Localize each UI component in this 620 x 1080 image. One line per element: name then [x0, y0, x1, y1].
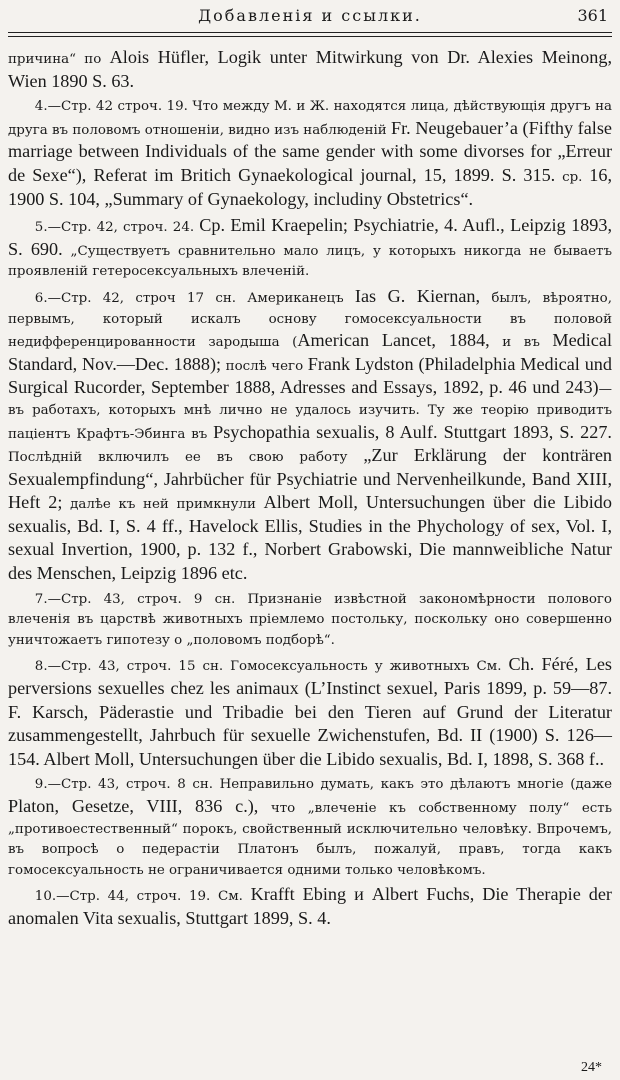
russian-text: причина“ по	[8, 52, 110, 67]
page-body	[8, 47, 612, 932]
note-paragraph	[8, 884, 612, 931]
running-title: Добавленія и ссылки.	[198, 6, 422, 25]
note-paragraph	[8, 654, 612, 772]
note-paragraph	[8, 97, 612, 212]
note-paragraph	[8, 590, 612, 652]
russian-text: —въ работахъ, которыхъ мнѣ лично не удалось изучить. Ту же теорію приводитъ паціентъ Крафтъ-Эбинга въ	[8, 382, 612, 442]
latin-citation: Platon, Gesetze, VIII, 836 c.),	[8, 796, 259, 816]
header-rule	[8, 32, 612, 33]
latin-citation: „Zur Erklärung der konträren Sexualempfindung“, Jahrbücher für Psychiatrie und Nervenheilkunde, Band XIII, Heft 2;	[8, 445, 612, 513]
latin-citation: Fr. Neugebauer’a (Fifthy false marriage between Individuals of the same gender with some divorses for „Erreur de Sexe“), Referat im Britich Gynaekological journal, 15, 1899. S. 315.	[8, 117, 612, 185]
russian-text: послѣ чего	[221, 358, 308, 374]
latin-citation: 16, 1900 S. 104, „Summary of Gynaekology, includiny Obstetrics“.	[8, 164, 613, 209]
russian-text: 6.—Стр. 42, строч 17 сн. Американецъ	[34, 290, 355, 306]
latin-citation: Ch. Féré, Les perversions sexuelles chez les animaux (L’Instinct sexuel, Paris 1899, p. 59—87. F. Karsch, Päderastie und Tribadie bei den Tieren auf Grund der Literatur zusammengestellt, Jahrbuch für sexuelle Zwichenstufen, Bd. II (1900) S. 126—154. Albert Moll, Untersuchungen über die Libido sexualis, Bd. I, 1898, S. 368 f..	[8, 654, 612, 769]
book-page	[8, 0, 612, 1080]
russian-text: 7.—Стр. 43, строч. 9 сн. Признаніе извѣстной закономѣрности полового влеченія въ царствѣ животныхъ пріемлемо постольку, поскольку оно совершенно уничтожаетъ гипотезу о „половомъ подборѣ“.	[8, 591, 612, 648]
russian-text: „Существуетъ сравнительно мало лицъ, у которыхъ никогда не бываетъ проявленій гетеросексуальныхъ влеченій.	[8, 243, 612, 280]
note-paragraph	[8, 286, 612, 587]
russian-text: 9.—Стр. 43, строч. 8 сн. Неправильно думать, какъ это дѣлаютъ многіе (даже	[34, 777, 612, 793]
latin-citation: Krafft Ebing и Albert Fuchs, Die Therapie der anomalen Vita sexualis, Stuttgart 1899, S. 4.	[8, 884, 612, 928]
signature-mark: 24*	[581, 1060, 602, 1075]
latin-citation: Psychopathia sexualis, 8 Aulf. Stuttgart 1893, S. 227.	[213, 421, 612, 442]
note-paragraph	[8, 775, 612, 881]
latin-citation: American Lancet, 1884,	[297, 330, 490, 351]
note-paragraph	[8, 215, 612, 283]
russian-text: 10.—Стр. 44, строч. 19. См.	[34, 889, 251, 905]
latin-citation: Ср. Emil Kraepelin; Psychiatrie, 4. Aufl., Leipzig 1893, S. 690.	[8, 215, 612, 259]
russian-text: что „влеченіе къ собственному полу“ есть „противоестественный“ порокъ, свойственный исключительно человѣку. Впрочемъ, въ вопросѣ о педерастіи Платонъ былъ, пожалуй, правъ, тогда какъ гомосексуальность не ограничивается одними только человѣкомъ.	[8, 801, 612, 878]
russian-text: 8.—Стр. 43, строч. 15 сн. Гомосексуальность у животныхъ См.	[34, 659, 509, 675]
russian-text: далѣе къ ней примкнули	[62, 497, 264, 513]
russian-text: 5.—Стр. 42, строч. 24.	[34, 220, 200, 236]
running-head	[8, 2, 612, 32]
latin-citation: Ias G. Kiernan,	[354, 285, 481, 306]
russian-text: Послѣдній включилъ ее въ свою работу	[8, 450, 364, 466]
header-rule-thin	[8, 36, 612, 37]
note-paragraph	[8, 47, 612, 94]
latin-citation: Albert Moll, Untersuchungen über die Libido sexualis, Bd. I, S. 4 ff., Havelock Ellis, Studies in the Phychology of sex, Vol. I, sexual Invertion, 1900, p. 132 f., Norbert Grabowski, Die mannweibliche Natur des Menschen, Leipzig 1896 etc.	[8, 492, 612, 584]
latin-citation: Alois Hüfler, Logik unter Mitwirkung von Dr. Alexies Meinong, Wien 1890 S. 63.	[8, 47, 612, 91]
page-number: 361	[577, 6, 608, 25]
russian-text: ср.	[555, 169, 590, 185]
russian-text: 4.—Стр. 42 строч. 19. Что между М. и Ж. находятся лица, дѣйствующія другъ на друга въ половомъ отношеніи, видно изъ наблюденій	[8, 99, 612, 138]
russian-text: былъ, вѣроятно, первымъ, который искалъ основу гомосексуальности въ половой недифференцированности зародыша (	[8, 290, 612, 351]
russian-text: и въ	[489, 335, 553, 351]
latin-citation: Frank Lydston (Philadelphia Medical und Surgical Rucorder, September 1888, Adresses and Essays, 1892, p. 46 und 243)	[8, 353, 612, 398]
latin-citation: Medical Standard, Nov.—Dec. 1888);	[8, 330, 612, 374]
